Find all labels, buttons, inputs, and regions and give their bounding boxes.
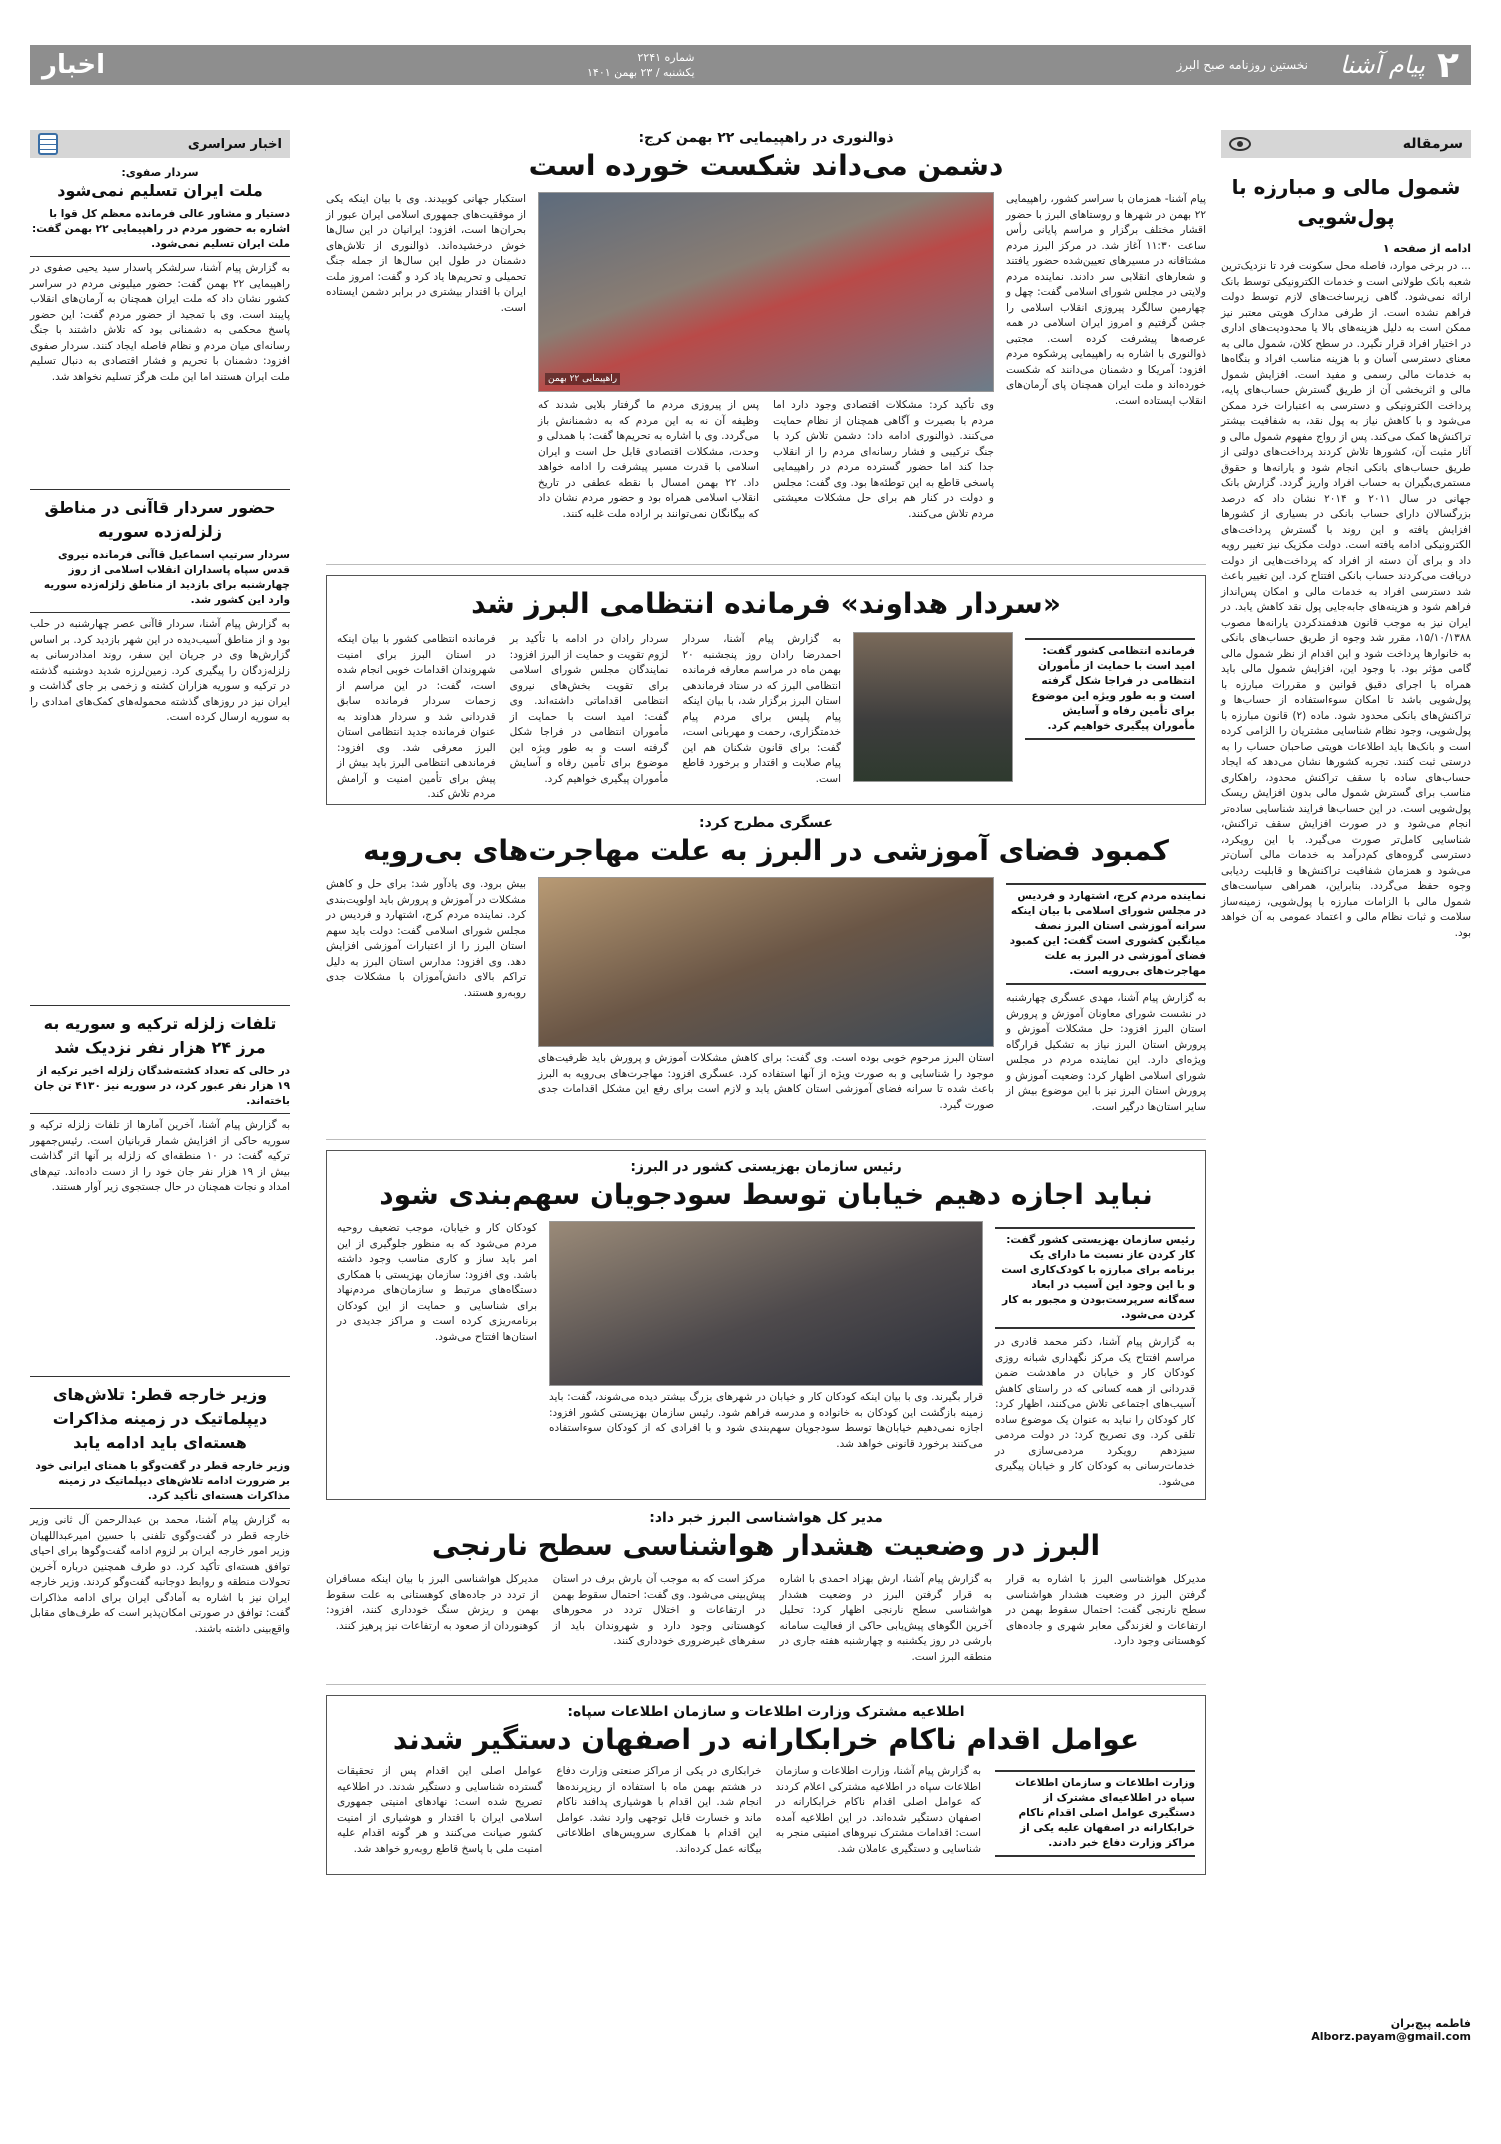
- story-headline: دشمن می‌داند شکست خورده است: [528, 149, 1004, 182]
- bulletin-body: به گزارش پیام آشنا، سرلشکر پاسدار سید یحیی صفوی در راهپیمایی ۲۲ بهمن گفت: حضور میلیونی مردم در سراسر کشور نشان داد که ملت ایران همچنان به آرمان‌های انقلاب پایبند است. وی با تمجید از حضور مردم گفت: این حضور پاسخ محکمی به دشمنانی بود که تلاش داشتند با جنگ رسانه‌ای میان مردم و نظام فاصله ایجاد کنند. سردار صفوی افزود: دشمنان با تحریم و فشار اقتصادی به دنبال تسلیم ملت ایران هستند اما این ملت هرگز تسلیم نخواهد شد.: [30, 262, 290, 383]
- divider: [30, 489, 290, 490]
- story-headline: نباید اجازه دهیم خیابان توسط سودجویان سهم‌بندی شود: [379, 1178, 1153, 1211]
- ceremony-photo: [549, 1221, 983, 1386]
- masthead: [30, 45, 1471, 85]
- story-headline: عوامل اقدام ناکام خرابکارانه در اصفهان دستگیر شدند: [392, 1723, 1140, 1756]
- bulletin-lead: وزیر خارجه قطر در گفت‌وگو با همتای ایرانی خود بر ضرورت ادامه تلاش‌های دیپلماتیک در زمینه مذاکرات هسته‌ای تأکید کرد.: [30, 1459, 290, 1509]
- story-headline: البرز در وضعیت هشدار هواشناسی سطح نارنجی: [431, 1529, 1101, 1562]
- story-text-col: پس از پیروزی مردم ما گرفتار بلایی شدند که وظیفه آن نه به این مردم که به دشمنانش باز می‌گردد. وی با اشاره به تحریم‌ها گفت: با همدلی و وحدت، مشکلات اقتصادی قابل حل است و ایران اسلامی با قدرت مسیر پیشرفت را ادامه خواهد داد. ۲۲ بهمن امسال با نقطه عطفی در تاریخ انقلاب اسلامی همراه بود و حضور مردم نشان داد که بیگانگان نمی‌توانند بر اراده ملت غلبه کنند.: [538, 399, 759, 520]
- story-text-col: قرار بگیرند. وی با بیان اینکه کودکان کار و خیابان در شهرهای بزرگ بیشتر دیده می‌شوند، گفت: باید زمینه بازگشت این کودکان به خانواده و مدرسه فراهم شود. رئیس سازمان بهزیستی کشور افزود: اجازه نمی‌دهیم خیابان‌ها توسط سودجویان سهم‌بندی شود و با افرادی که از کودکان سوءاستفاده می‌کنند برخورد قانونی خواهد شد.: [549, 1391, 983, 1450]
- story-kicker: ذوالنوری در راهپیمایی ۲۲ بهمن کرج:: [638, 130, 894, 146]
- story-police-commander: [326, 575, 1206, 805]
- issue-info: [587, 50, 695, 80]
- bulletin-kicker: سردار صفوی:: [121, 166, 199, 179]
- story-headline: «سردار هداوند» فرمانده انتظامی البرز شد: [471, 587, 1061, 620]
- bulletin-lead: دستیار و مشاور عالی فرمانده معظم کل قوا با اشاره به حضور مردم در راهپیمایی ۲۲ بهمن گفت: ملت ایران تسلیم نمی‌شود.: [30, 207, 290, 257]
- issue-date: یکشنبه / ۲۳ بهمن ۱۴۰۱: [587, 66, 695, 79]
- main-column: [326, 130, 1206, 2114]
- tagline: نخستین روزنامه صبح البرز: [1176, 58, 1308, 72]
- continued-note: ادامه از صفحه ۱: [1382, 242, 1471, 255]
- bulletin-body: به گزارش پیام آشنا، محمد بن عبدالرحمن آل ثانی وزیر خارجه قطر در گفت‌وگوی تلفنی با حسین امیرعبداللهیان وزیر امور خارجه ایران بر لزوم ادامه گفت‌وگوها برای احیای توافق هسته‌ای تأکید کرد. دو طرف همچنین درباره آخرین تحولات منطقه و روابط دوجانبه گفت‌وگو کردند. وزیر خارجه ایران نیز با اشاره به آمادگی ایران برای ادامه مذاکرات گفت: توافق در صورتی امکان‌پذیر است که طرف‌های مقابل واقع‌بینی داشته باشند.: [30, 1514, 290, 1635]
- story-text-col: به گزارش پیام آشنا، ارش بهزاد احمدی با اشاره به قرار گرفتن البرز در وضعیت هشدار هواشناسی سطح نارنجی اظهار کرد: تحلیل آخرین الگوهای پیش‌یابی حاکی از فعالیت سامانه بارشی در روز یکشنبه و چهارشنبه هفته جاری در منطقه البرز است.: [779, 1573, 992, 1663]
- masthead-brand: [1177, 45, 1459, 86]
- story-text-col: عوامل اصلی این اقدام پس از تحقیقات گسترده شناسایی و دستگیر شدند. در اطلاعیه تصریح شده است: نهادهای امنیتی جمهوری اسلامی ایران با اقتدار و هوشیاری از امنیت کشور صیانت می‌کنند و هر گونه اقدام علیه امنیت ملی با پاسخ قاطع روبه‌رو خواهد شد.: [337, 1765, 543, 1855]
- bulletin-title: ملت ایران تسلیم نمی‌شود: [57, 181, 263, 200]
- editorial-body: ... در برخی موارد، فاصله محل سکونت فرد تا نزدیک‌ترین شعبه بانک طولانی است و خدمات الکترونیکی توسط بانک ارائه نمی‌شود. گاهی زیرساخت‌های لازم توسط دولت فراهم نشده است. از طرفی مدارک هویتی معتبر نیز ممکن است به دلیل هزینه‌های بالا یا محدودیت‌های اداری در اختیار افراد قرار نگیرد. در سطح کلان، شمول مالی به معنای دسترسی آسان و با هزینه مناسب افراد و بنگاه‌ها به خدمات مالی رسمی و مفید است. افزایش شمول مالی و اثربخشی آن از طریق گسترش حساب‌های پایه، پرداخت الکترونیکی و دسترسی به اعتبارات خرد ممکن می‌شود و با کاهش نیاز به پول نقد، به شفافیت بیشتر تراکنش‌ها کمک می‌کند. پس از رواج مفهوم شمول مالی و آثار مثبت آن، کشورها تلاش کردند پرداخت‌های دولتی از طریق حساب‌های بانکی انجام شود و یارانه‌ها و حقوق مستمری‌بگیران به حساب افراد واریز گردد. گزارش بانک جهانی در سال ۲۰۱۱ و ۲۰۱۴ نشان داد که درصد بزرگسالان دارای حساب بانکی در بسیاری از کشورها افزایش یافته و این روند با گسترش پرداخت‌های الکترونیکی ادامه یافته است. دولت مکزیک نیز تغییر رویه داد و برای آن دسته از افراد که پرداخت‌هایی از دولت دریافت می‌کردند حساب بانکی افتتاح کرد. این تغییر باعث شد دسترسی افراد به خدمات مالی و امکان پس‌انداز فراهم شود و هزینه‌های جابه‌جایی پول نقد کاهش یابد. در ایران نیز به موجب قانون هدفمندکردن یارانه‌ها مصوب ۱۵/۱۰/۱۳۸۸، مقرر شد وجوه از طریق حساب‌های بانکی به خانوارها پرداخت شود و این اقدام از نظر شمول مالی گامی مؤثر بود. با وجود این، افزایش شمول مالی باید همراه با اجرای دقیق قوانین و مقررات مبارزه با پول‌شویی باشد تا امکان سوءاستفاده از حساب‌ها و تراکنش‌های بانکی محدود شود. ماده (۲) قانون مبارزه با پول‌شویی، وجود نظام شناسایی مشتریان را الزامی کرده است و بانک‌ها باید اطلاعات هویتی صاحبان حساب را به درستی ثبت کنند. تجربه کشورها نشان می‌دهد که ایجاد حساب‌های ساده با سقف تراکنش محدود، راهکاری مناسب برای گسترش شمول مالی بدون افزایش ریسک پول‌شویی است. در این حساب‌ها فرایند شناسایی ساده‌تر انجام می‌شود و در صورت افزایش سقف تراکنش، شناسایی کامل‌تر صورت می‌گیرد. با این رویکرد، دسترسی گروه‌های کم‌درآمد به خدمات مالی آسان‌تر می‌شود و همزمان شفافیت تراکنش‌ها و قابلیت ردیابی وجوه حفظ می‌گردد. بنابراین، همراهی سیاست‌های شمول مالی با الزامات مبارزه با پول‌شویی، زمینه‌ساز سلامت و ثبات نظام مالی و اعتماد عمومی به آن خواهد بود.: [1221, 260, 1472, 939]
- story-lead: وزارت اطلاعات و سازمان اطلاعات سپاه در اطلاعیه‌ای مشترک از دستگیری عوامل اصلی اقدام ناکام خرابکارانه در اصفهان علیه یکی از مراکز وزارت دفاع خبر دادند.: [995, 1770, 1195, 1857]
- page-number: ۲: [1437, 44, 1459, 86]
- bulletin-label: اخبار سراسری: [187, 136, 282, 152]
- bulletin-header: [30, 130, 290, 158]
- story-education-space: [326, 815, 1206, 1140]
- editorial-column: [1221, 130, 1471, 2114]
- story-lead: رئیس سازمان بهزیستی کشور گفت: کار کردن عاز نسبت ما دارای یک برنامه برای مبارزه با کودک‌کاری است و با این وجود این آسیب در ابعاد سه‌گانه سرپرست‌بودن و مجبور به کار کردن می‌شود.: [995, 1227, 1195, 1329]
- eye-icon: [1229, 137, 1251, 151]
- newspaper-logo: پیام آشنا: [1339, 51, 1426, 79]
- bulletin-item-safavi: [30, 166, 290, 481]
- bulletin-item-earthquake: [30, 1012, 290, 1368]
- story-text-col: سردار رادان در ادامه با تأکید بر لزوم تقویت و حمایت از البرز افزود: نمایندگان مجلس شورای اسلامی برای تقویت بخش‌های نیروی انتظامی اقداماتی داشته‌اند. وی گفت: امید است با حمایت از مأموران انتظامی در فراجا شکل گرفته است و به طور ویژه این موضوع برای تأمین رفاه و آسایش مأموران پیگیری خواهیم کرد.: [509, 633, 669, 785]
- story-lead: نماینده مردم کرج، اشتهارد و فردیس در مجلس شورای اسلامی با بیان اینکه سرانه آموزشی استان البرز نصف میانگین کشوری است گفت: این کمبود فضای آموزشی در البرز به علت مهاجرت‌های بی‌رویه است.: [1006, 883, 1206, 985]
- story-isfahan-sabotage: [326, 1695, 1206, 1875]
- issue-number: شماره ۲۲۴۱: [637, 51, 695, 64]
- commander-photo: [853, 632, 1013, 782]
- bulletin-lead: در حالی که تعداد کشته‌شدگان زلزله اخیر ترکیه از ۱۹ هزار نفر عبور کرد، در سوریه نیز ۴۱۳۰ تن جان باخته‌اند.: [30, 1064, 290, 1114]
- section-name: اخبار: [42, 50, 105, 80]
- story-text-col: به گزارش پیام آشنا، مهدی عسگری چهارشنبه در نشست شورای معاونان آموزش و پرورش استان البرز افزود: حل مشکلات آموزش و پرورش استان البرز نیاز به تشکیل قرارگاه ویژه‌ای دارد. این نماینده مردم در مجلس شورای اسلامی اظهار کرد: وضعیت آموزش و پرورش استان البرز نیز با این موضوع بیش از سایر استان‌ها درگیر است.: [1006, 992, 1206, 1113]
- story-text-col: به گزارش پیام آشنا، وزارت اطلاعات و سازمان اطلاعات سپاه در اطلاعیه مشترکی اعلام کردند که عوامل اصلی اقدام ناکام خرابکارانه در اصفهان دستگیر شده‌اند. در این اطلاعیه آمده است: اقدامات مشترک نیروهای امنیتی منجر به شناسایی و دستگیری عاملان شد.: [775, 1765, 981, 1855]
- story-lead: فرمانده انتظامی کشور گفت: امید است با حمایت از مأموران انتظامی در فراجا شکل گرفته است و به طور ویژه این موضوع برای تأمین رفاه و آسایش مأموران پیگیری خواهیم کرد.: [1025, 638, 1195, 740]
- editorial-header: [1221, 130, 1471, 158]
- story-text-col: مرکز است که به موجب آن بارش برف در استان پیش‌بینی می‌شود. وی گفت: احتمال سقوط بهمن در ارتفاعات و اختلال تردد در محورهای کوهستانی وجود دارد و شهروندان باید از سفرهای غیرضروری خودداری کنند.: [552, 1573, 766, 1647]
- story-text-col: پیام آشنا- همزمان با سراسر کشور، راهپیمایی ۲۲ بهمن در شهرها و روستاهای البرز با حضور اقشار مختلف برگزار و مراسم پایانی رأس ساعت ۱۱:۳۰ آغاز شد. در مرکز البرز مردم مشتاقانه در مسیرهای تعیین‌شده حضور یافتند و شعارهای انقلابی سر دادند. نماینده مردم ولایتی در مجلس شورای اسلامی گفت: چهل و چهارمین سالگرد پیروزی انقلاب اسلامی را جشن گرفتیم و امروز ایران اسلامی در همه عرصه‌ها پیشرفت کرده است. مجتبی ذوالنوری با اشاره به راهپیمایی پرشکوه مردم افزود: آمریکا و دشمنان می‌دانند که شکست خورده‌اند و ملت ایران همچنان پای آرمان‌های انقلاب ایستاده است.: [1006, 193, 1206, 407]
- bulletin-body: به گزارش پیام آشنا، سردار قاآنی عصر چهارشنبه در حلب بود و از مناطق آسیب‌دیده در این شهر بازدید کرد. بر اساس گزارش‌ها وی در جریان این سفر، روند امدادرسانی به زلزله‌زدگان را پیگیری کرد. زمین‌لرزه شدید دوشنبه گذشته در ترکیه و سوریه هزاران کشته و زخمی بر جای گذاشت و ایران نیز در روزهای گذشته محموله‌های کمک‌های امدادی را به سوریه ارسال کرده است.: [30, 618, 290, 723]
- document-icon: [38, 133, 58, 155]
- story-welfare: [326, 1150, 1206, 1500]
- meeting-photo: [538, 877, 994, 1047]
- story-text-col: استان البرز مرحوم خوبی بوده است. وی گفت: برای کاهش مشکلات آموزش و پرورش باید ظرفیت‌های موجود را شناسایی و به صورت ویژه از آنها استفاده کرد. عسگری افزود: مهاجرت‌های بی‌رویه به البرز باعث شده تا سرانه فضای آموزشی استان کاهش یابد و لازم است برای رفع این مشکل اقدامات جدی صورت گیرد.: [538, 1052, 994, 1111]
- bulletin-body: به گزارش پیام آشنا، آخرین آمارها از تلفات زلزله ترکیه و سوریه حاکی از افزایش شمار قربانیان است. رئیس‌جمهور ترکیه گفت: در ۱۰ منطقه‌ای که زلزله بر آنها اثر گذاشت بیش از ۱۹ هزار نفر جان خود را از دست داده‌اند. تیم‌های امداد و نجات همچنان در حال جستجوی زیر آوار هستند.: [30, 1119, 290, 1193]
- story-kicker: عسگری مطرح کرد:: [699, 815, 833, 831]
- bulletin-title: وزیر خارجه قطر: تلاش‌های دیپلماتیک در زمینه مذاکرات هسته‌ای باید ادامه یابد: [52, 1385, 268, 1452]
- story-text-col: بیش برود. وی یادآور شد: برای حل و کاهش مشکلات در آموزش و پرورش باید اولویت‌بندی کرد. نماینده مردم کرج، اشتهارد و فردیس در مجلس شورای اسلامی گفت: دولت باید سهم استان البرز را از اعتبارات آموزشی افزایش دهد. وی افزود: مدارس استان البرز به دلیل تراکم بالای دانش‌آموزان با مشکلات جدی روبه‌رو هستند.: [326, 878, 526, 999]
- rally-photo: [538, 192, 994, 392]
- story-kicker: اطلاعیه مشترک وزارت اطلاعات و سازمان اطلاعات سپاه:: [567, 1704, 965, 1720]
- bulletin-item-qatar: [30, 1383, 290, 1813]
- bulletin-item-qaani: [30, 496, 290, 997]
- story-text-col: فرمانده انتظامی کشور با بیان اینکه در استان البرز برای امنیت شهروندان اقدامات خوبی انجام شده است، گفت: در این مراسم از زحمات سردار فرمانده سابق قدردانی شد و سردار هداوند به عنوان فرمانده جدید انتظامی استان البرز معرفی شد. وی افزود: فرماندهی انتظامی البرز باید بیش از پیش برای تأمین امنیت و آرامش مردم تلاش کند.: [336, 633, 496, 800]
- editorial-email[interactable]: Alborz.payam@gmail.com: [1311, 2030, 1471, 2043]
- bulletin-title: حضور سردار قاآنی در مناطق زلزله‌زده سوریه: [44, 498, 276, 541]
- story-text-col: مدیرکل هواشناسی البرز با بیان اینکه مسافران از تردد در جاده‌های کوهستانی به علت سقوط بهمن و ریزش سنگ خودداری کنند، افزود: کوهنوردان از صعود به ارتفاعات نیز پرهیز کنند.: [325, 1573, 539, 1632]
- story-headline: کمبود فضای آموزشی در البرز به علت مهاجرت‌های بی‌رویه: [363, 834, 1169, 867]
- divider: [30, 1376, 290, 1377]
- photo-caption: راهپیمایی ۲۲ بهمن: [545, 373, 620, 385]
- story-rally: [326, 130, 1206, 565]
- bulletin-lead: سردار سرتیپ اسماعیل قاآنی فرمانده نیروی قدس سپاه پاسداران انقلاب اسلامی از روز چهارشنبه برای بازدید از مناطق زلزله‌زده سوریه وارد این کشور شد.: [30, 548, 290, 613]
- story-lead: مدیرکل هواشناسی البرز با اشاره به قرار گرفتن البرز در وضعیت هشدار هواشناسی سطح نارنجی گفت: احتمال سقوط بهمن در ارتفاعات و لغزندگی معابر شهری و جاده‌های کوهستانی وجود دارد.: [1006, 1573, 1206, 1647]
- divider: [30, 1005, 290, 1006]
- bulletin-title: تلفات زلزله ترکیه و سوریه به مرز ۲۴ هزار نفر نزدیک شد: [43, 1014, 277, 1057]
- story-text-col: کودکان کار و خیابان، موجب تضعیف روحیه مردم می‌شود که به منظور جلوگیری از این امر باید ساز و کاری مناسب وجود داشته باشد. وی افزود: سازمان بهزیستی با همکاری دستگاه‌های مرتبط و سازمان‌های مردم‌نهاد برای شناسایی و حمایت از این کودکان برنامه‌ریزی کرده است و مراکز جدیدی در استان‌ها افتتاح می‌شود.: [337, 1222, 537, 1343]
- editorial-title: شمول مالی و مبارزه با پول‌شویی: [1231, 175, 1461, 229]
- editorial-author: فاطمه پیچ‌بران: [1390, 2017, 1471, 2030]
- story-text-col: خرابکاری در یکی از مراکز صنعتی وزارت دفاع در هشتم بهمن ماه با استفاده از ریزپرنده‌ها انجام شد. این اقدام با هوشیاری پدافند ناکام ماند و خسارت قابل توجهی وارد نشد. عوامل این اقدام با همکاری سرویس‌های اطلاعاتی بیگانه عمل کرده‌اند.: [556, 1765, 762, 1855]
- story-text-col: وی تأکید کرد: مشکلات اقتصادی وجود دارد اما مردم با بصیرت و آگاهی همچنان از نظام حمایت می‌کنند. ذوالنوری ادامه داد: دشمن تلاش کرد با جنگ ترکیبی و فشار رسانه‌ای مردم را از انقلاب جدا کند اما حضور گسترده مردم در راهپیمایی پاسخی قاطع به این توطئه‌ها بود. وی گفت: مجلس و دولت در کنار هم برای حل مشکلات معیشتی مردم تلاش می‌کنند.: [773, 399, 994, 520]
- story-text-col: به گزارش پیام آشنا، دکتر محمد قادری در مراسم افتتاح یک مرکز نگهداری شبانه روزی کودکان کار و خیابان در ماهدشت ضمن قدردانی از همه کسانی که در راستای کاهش آسیب‌های اجتماعی تلاش می‌کنند، اظهار کرد: کار کودکان را نباید به عنوان یک موضوع ساده تلقی کرد. وی تصریح کرد: در دولت مردمی سیزدهم رویکرد مردمی‌سازی در خدمات‌رسانی به کودکان کار و خیابان پیگیری می‌شود.: [995, 1336, 1195, 1488]
- editorial-label: سرمقاله: [1402, 136, 1463, 152]
- bulletin-column: [30, 130, 290, 2114]
- story-kicker: مدیر کل هواشناسی البرز خبر داد:: [649, 1510, 883, 1526]
- story-text-col: به گزارش پیام آشنا، سردار احمدرضا رادان روز پنجشنبه ۲۰ بهمن ماه در مراسم معارفه فرمانده انتظامی البرز که در ستاد فرماندهی استان البرز برگزار شد، با بیان اینکه پیام پلیس برای مردم پیام خدمتگزاری، رحمت و مهربانی است، گفت: برای قانون شکنان هم این پیام صلابت و اقتدار و برخورد قاطع است.: [682, 633, 841, 785]
- story-weather: [326, 1510, 1206, 1685]
- story-text-col: استکبار جهانی کوبیدند. وی با بیان اینکه یکی از موفقیت‌های جمهوری اسلامی ایران عبور از بحران‌ها است، افزود: ایرانیان در این سال‌ها خوش درخشیده‌اند. ذوالنوری از تلاش‌های دشمنان در طول این سال‌ها از جمله جنگ تحمیلی و تحریم‌ها یاد کرد و گفت: امروز ملت ایران با اقتدار بیشتری در برابر دشمن ایستاده است.: [326, 193, 526, 314]
- story-kicker: رئیس سازمان بهزیستی کشور در البرز:: [630, 1159, 902, 1175]
